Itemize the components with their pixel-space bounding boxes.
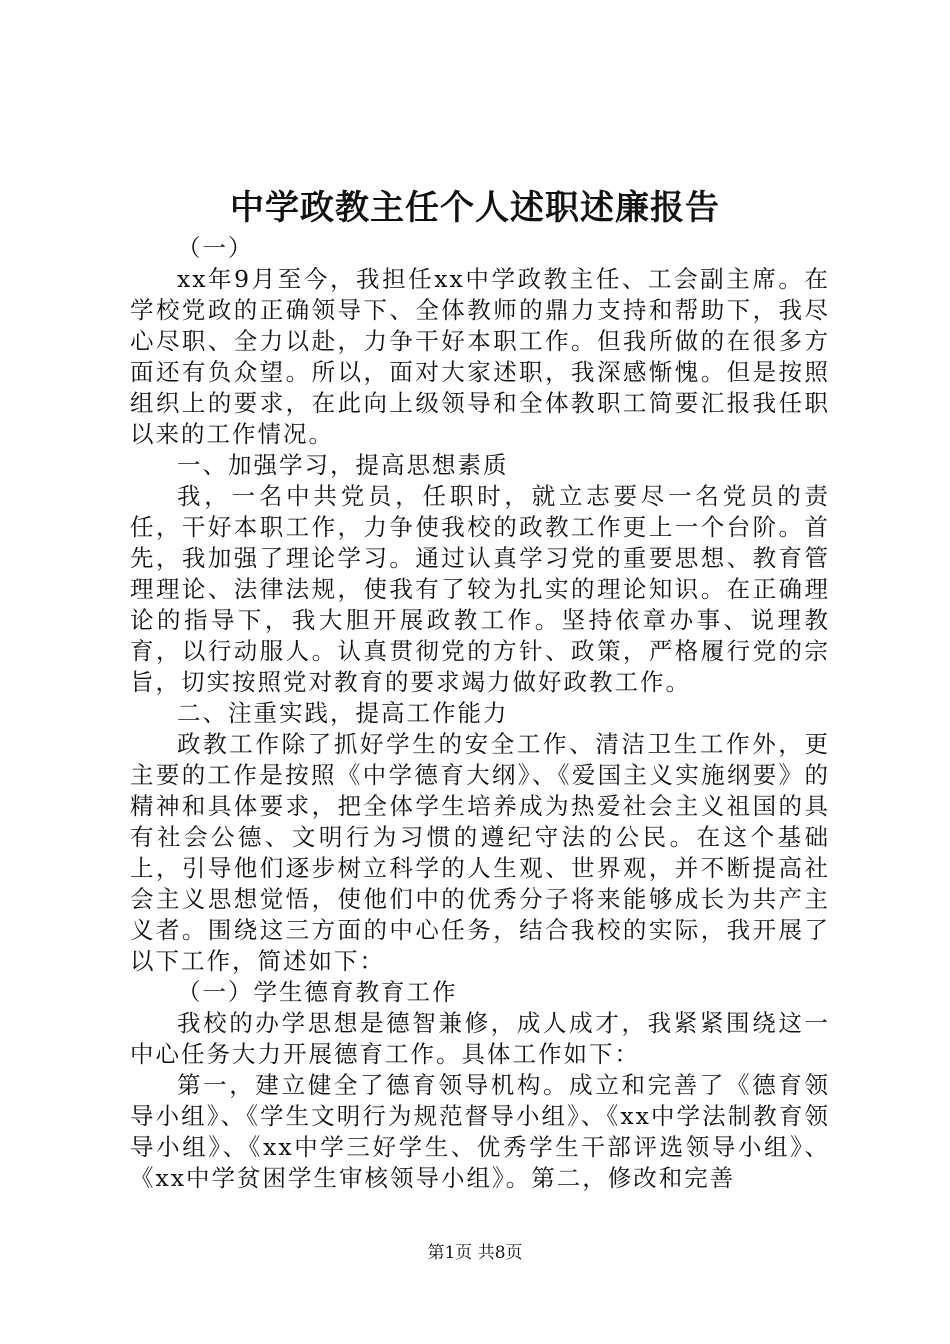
- paragraph-section-marker: （一）: [177, 234, 254, 262]
- heading-section-1: 一、加强学习，提高思想素质: [177, 451, 509, 479]
- paragraph-practice: 政教工作除了抓好学生的安全工作、清洁卫生工作外，更主要的工作是按照《中学德育大纲》、《爱国主义实施纲要》的精神和具体要求，把全体学生培养成为热爱社会主义祖国的具有社会公德、文明行为习惯的遵纪守法的公民。在这个基础上，引导他们逐步树立科学的人生观、世界观，并不断提高社会主义思想觉悟，使他们中的优秀分子将来能够成长为共产主义者。围绕这三方面的中心任务，结合我校的实际，我开展了以下工作，简述如下：: [130, 730, 830, 975]
- page-footer: 第1页 共8页: [427, 1243, 523, 1263]
- paragraph-intro: xx年9月至今，我担任xx中学政教主任、工会副主席。在学校党政的正确领导下、全体教师的鼎力支持和帮助下，我尽心尽职、全力以赴，力争干好本职工作。但我所做的在很多方面还有负众望。所以，面对大家述职，我深感惭愧。但是按照组织上的要求，在此向上级领导和全体教职工简要汇报我任职以来的工作情况。: [130, 265, 830, 448]
- document-body: [130, 233, 830, 1194]
- paragraph-school-philosophy: 我校的办学思想是德智兼修，成人成才，我紧紧围绕这一中心任务大力开展德育工作。具体工作如下：: [130, 1009, 830, 1068]
- paragraph-study: 我，一名中共党员，任职时，就立志要尽一名党员的责任，干好本职工作，力争使我校的政教工作更上一个台阶。首先，我加强了理论学习。通过认真学习党的重要思想、教育管理理论、法律法规，使我有了较为扎实的理论知识。在正确理论的指导下，我大胆开展政教工作。坚持依章办事、说理教育，以行动服人。认真贯彻党的方针、政策，严格履行党的宗旨，切实按照党对教育的要求竭力做好政教工作。: [130, 482, 830, 696]
- subheading-moral-education: （一）学生德育教育工作: [177, 978, 458, 1006]
- heading-section-2: 二、注重实践，提高工作能力: [177, 699, 509, 727]
- paragraph-leadership-groups: 第一，建立健全了德育领导机构。成立和完善了《德育领导小组》、《学生文明行为规范督导小组》、《xx中学法制教育领导小组》、《xx中学三好学生、优秀学生干部评选领导小组》、《xx中学贫困学生审核领导小组》。第二，修改和完善: [130, 1071, 830, 1192]
- document-title: 中学政教主任个人述职述廉报告: [230, 188, 720, 228]
